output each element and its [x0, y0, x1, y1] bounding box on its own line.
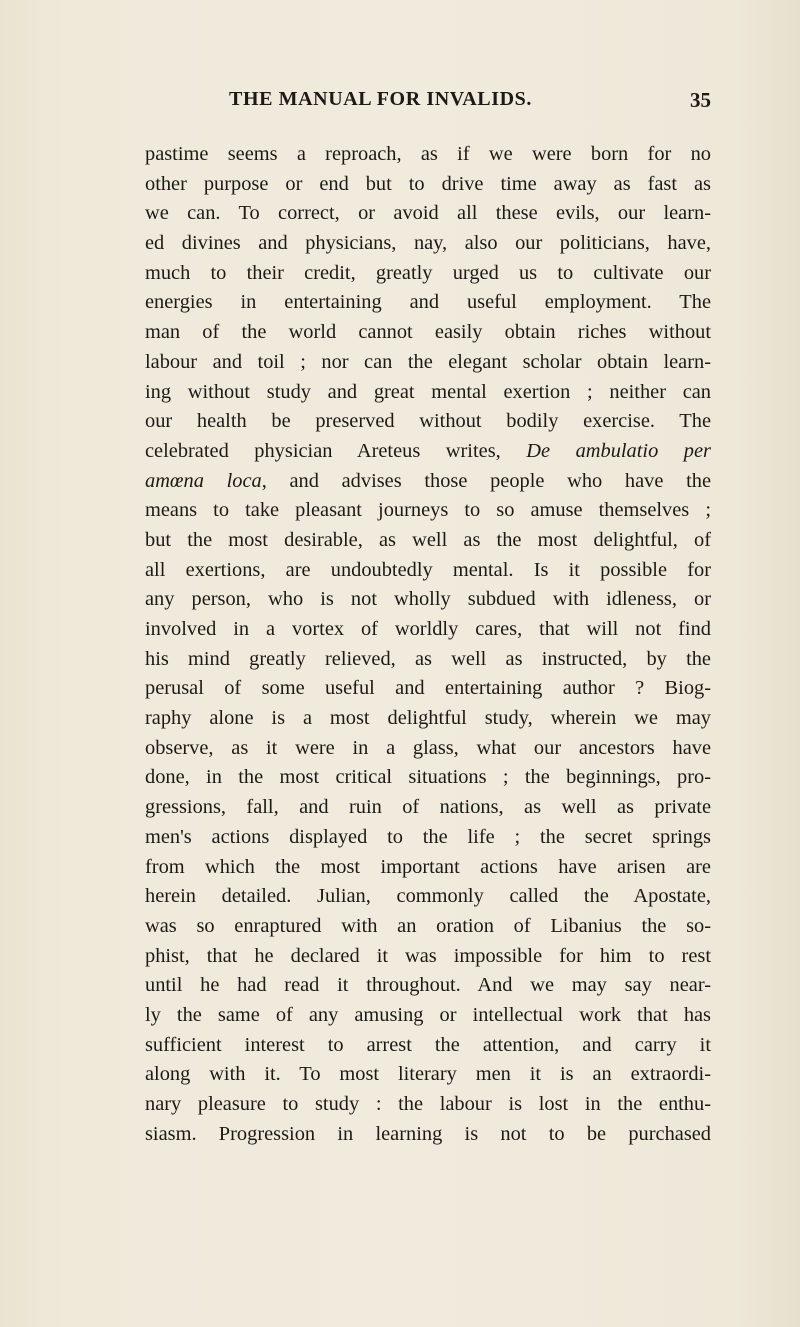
text-line: any person, who is not wholly subdued with idleness, or [145, 588, 711, 611]
text-line: ing without study and great mental exertion ; neither can [145, 380, 711, 403]
text-line: we can. To correct, or avoid all these evils, our learn- [145, 202, 711, 225]
running-header [229, 88, 711, 120]
text-line: our health be preserved without bodily exercise. The [145, 410, 711, 433]
text-line: sufficient interest to arrest the attention, and carry it [145, 1033, 711, 1056]
text-line: much to their credit, greatly urged us to cultivate our [145, 261, 711, 284]
text-line: from which the most important actions have arisen are [145, 855, 711, 878]
text-segment: , and advises those people who have the [261, 469, 711, 492]
text-line: man of the world cannot easily obtain riches without [145, 321, 711, 344]
text-line: observe, as it were in a glass, what our ancestors have [145, 736, 711, 759]
text-line: done, in the most critical situations ; the beginnings, pro- [145, 766, 711, 789]
page-number: 35 [690, 88, 711, 112]
latin-phrase: De ambulatio per [526, 439, 711, 462]
text-line: men's actions displayed to the life ; the secret springs [145, 825, 711, 848]
text-line: ed divines and physicians, nay, also our politicians, have, [145, 232, 711, 255]
text-line: along with it. To most literary men it is an extraordi- [145, 1063, 711, 1086]
text-line: herein detailed. Julian, commonly called the Apostate, [145, 885, 711, 908]
text-line: energies in entertaining and useful employment. The [145, 291, 711, 314]
text-segment: celebrated physician Areteus writes, [145, 439, 527, 462]
text-line: until he had read it throughout. And we may say near- [145, 974, 711, 997]
text-line: means to take pleasant journeys to so amuse themselves ; [145, 499, 711, 522]
text-line: other purpose or end but to drive time away as fast as [145, 172, 711, 195]
text-line: was so enraptured with an oration of Libanius the so- [145, 914, 711, 937]
latin-phrase: amœna loca [145, 469, 262, 492]
text-line: perusal of some useful and entertaining author ? Biog- [145, 677, 711, 700]
text-line: pastime seems a reproach, as if we were born for no [145, 143, 711, 165]
body-text [145, 140, 711, 1149]
text-line: all exertions, are undoubtedly mental. Is it possible for [145, 558, 711, 581]
text-line-with-italic [145, 437, 711, 467]
text-line: raphy alone is a most delightful study, wherein we may [145, 707, 711, 730]
text-line: but the most desirable, as well as the most delightful, of [145, 528, 711, 551]
text-line: siasm. Progression in learning is not to be purchased [145, 1122, 711, 1145]
text-line: phist, that he declared it was impossible for him to rest [145, 944, 711, 967]
running-header-title: THE MANUAL FOR INVALIDS. [229, 88, 532, 110]
text-line: involved in a vortex of worldly cares, that will not find [145, 618, 711, 640]
text-line: nary pleasure to study : the labour is lost in the enthu- [145, 1093, 711, 1115]
text-line: gressions, fall, and ruin of nations, as well as private [145, 796, 711, 819]
text-line: his mind greatly relieved, as well as instructed, by the [145, 647, 711, 670]
text-line-with-italic [145, 467, 711, 497]
text-line: ly the same of any amusing or intellectual work that has [145, 1003, 711, 1026]
text-line: labour and toil ; nor can the elegant scholar obtain learn- [145, 350, 711, 373]
